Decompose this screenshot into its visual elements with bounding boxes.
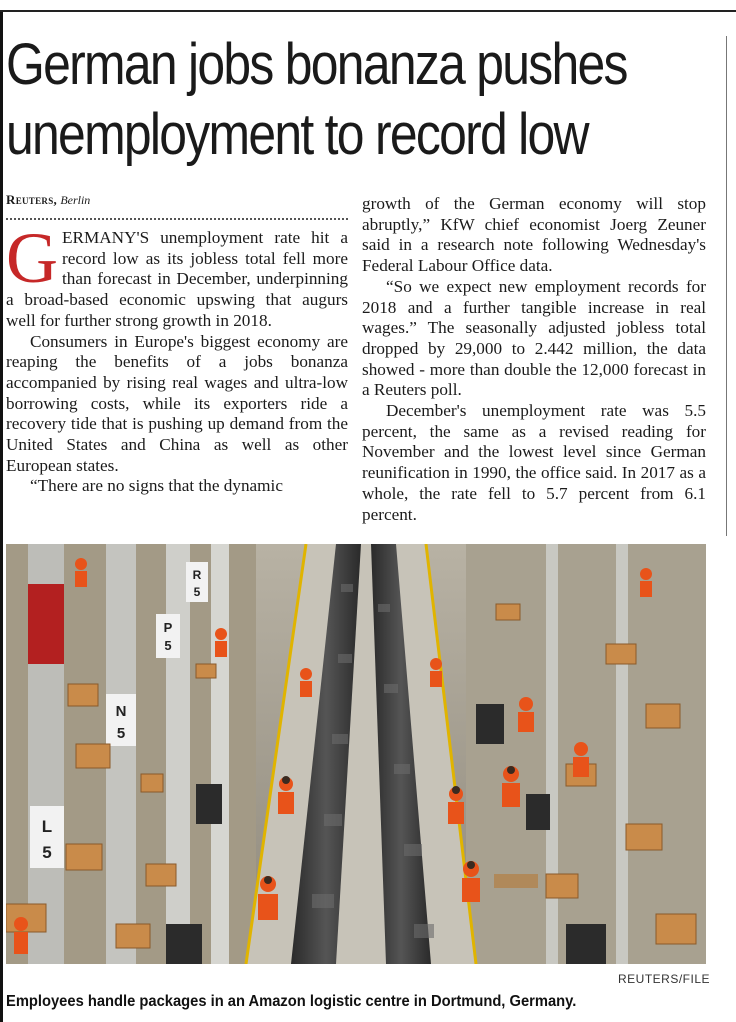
paragraph-1-text: ERMANY'S unemployment rate hit a record low as its jobless total fell more than forecast in December, underpinning a broad-based economic upswing that augurs well for further strong growth in 2018. xyxy=(6,228,348,330)
sign-p-number: 5 xyxy=(164,638,172,653)
warehouse-photo xyxy=(6,544,706,964)
column-rule xyxy=(726,36,727,536)
sign-l-letter: L xyxy=(41,817,53,836)
byline xyxy=(6,192,348,208)
article-column-2 xyxy=(362,194,706,525)
sign-n-number: 5 xyxy=(116,725,126,742)
headline-line-2: unemployment to record low xyxy=(6,102,588,167)
photo-caption: Employees handle packages in an Amazon logistic centre in Dortmund, Germany. xyxy=(6,993,577,1010)
byline-city: Berlin xyxy=(60,193,91,207)
sign-r-number: 5 xyxy=(193,585,201,599)
headline-line-1: German jobs bonanza pushes xyxy=(6,32,627,97)
paragraph-4: growth of the German economy will stop abruptly,” KfW chief economist Joerg Zeuner said in a research note following Wednesday's Federal Labour Office data. xyxy=(362,194,706,276)
paragraph-2: Consumers in Europe's biggest economy are reaping the benefits of a jobs bonanza accompanied by rising real wages and ultra-low borrowing costs, while its exporters ride a recovery tide that is pushing up demand from the United States and China as well as other European states. xyxy=(6,331,348,475)
page-edge xyxy=(0,12,3,1022)
article-column-1 xyxy=(6,192,348,497)
paragraph-5: “So we expect new employment records for 2018 and a further tangible increase in real wages.” The seasonally adjusted jobless total dropped by 29,000 to 2.442 million, the data showed - more than double the 12,000 forecast in a Reuters poll. xyxy=(362,276,706,400)
drop-cap: G xyxy=(6,218,58,298)
sign-l-number: 5 xyxy=(42,843,52,862)
headline xyxy=(6,30,627,170)
warehouse-illustration xyxy=(6,544,706,964)
paragraph-1 xyxy=(6,218,348,332)
byline-agency: Reuters, xyxy=(6,192,58,207)
top-rule xyxy=(0,10,736,12)
paragraph-6: December's unemployment rate was 5.5 percent, the same as a revised reading for November and the lowest level since German reunification in 1990, the office said. In 2017 as a whole, the rate fell to 5.7 percent from 6.1 percent. xyxy=(362,401,706,524)
sign-p-letter: P xyxy=(163,620,173,635)
paragraph-3: “There are no signs that the dynamic xyxy=(30,476,283,496)
photo-credit: REUTERS/FILE xyxy=(617,972,710,986)
sign-n-letter: N xyxy=(115,703,127,720)
sign-r-letter: R xyxy=(192,568,202,582)
